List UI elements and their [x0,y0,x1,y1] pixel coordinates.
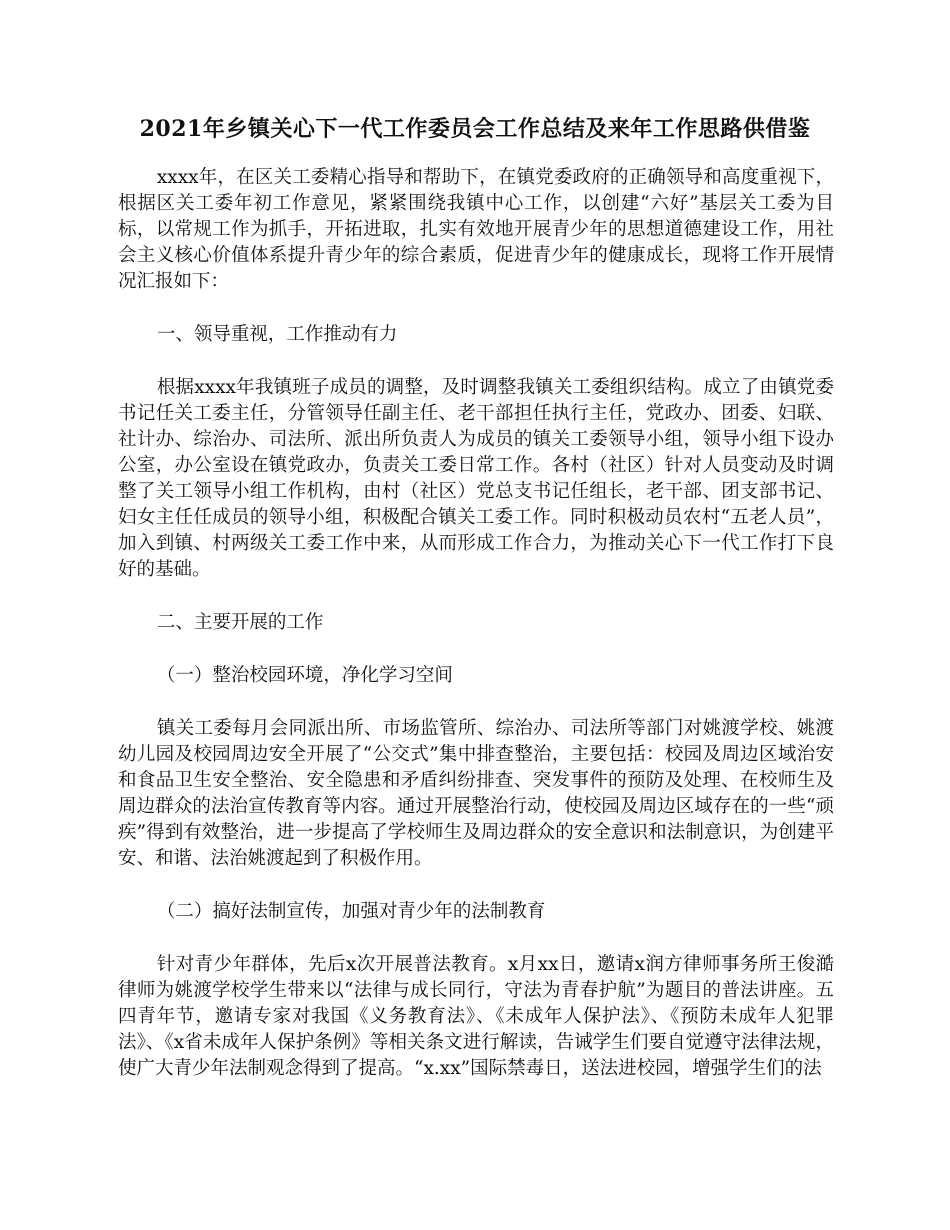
section2-heading: 二、主要开展的工作 [156,612,324,633]
intro-paragraph: xxxx年，在区关工委精心指导和帮助下，在镇党委政府的正确领导和高度重视下，根据区关工委年初工作意见，紧紧围绕我镇中心工作，以创建“六好”基层关工委为目标，以常规工作为抓手，开拓进取，扎实有效地开展青少年的思想道德建设工作，用社会主义核心价值体系提升青少年的综合素质，促进青少年的健康成长，现将工作开展情况汇报如下： [118,167,834,292]
section1-heading: 一、领导重视，工作推动有力 [156,324,398,345]
document-body [118,165,834,1082]
subsection2-paragraph: 针对青少年群体，先后x次开展普法教育。x月xx日，邀请x润方律师事务所王俊澔律师为姚渡学校学生带来以“法律与成长同行，守法为青春护航”为题目的普法讲座。五四青年节，邀请专家对我国《义务教育法》、《未成年人保护法》、《预防未成年人犯罪法》、《x省未成年人保护条例》等相关条文进行解读，告诫学生们要自觉遵守法律法规，使广大青少年法制观念得到了提高。“x.xx”国际禁毒日，送法进校园，增强学生们的法 [118,954,834,1079]
subsection1-paragraph: 镇关工委每月会同派出所、市场监管所、综治办、司法所等部门对姚渡学校、姚渡幼儿园及校园周边安全开展了“公交式”集中排查整治，主要包括：校园及周边区域治安和食品卫生安全整治、安全隐患和矛盾纠纷排查、突发事件的预防及处理、在校师生及周边群众的法治宣传教育等内容。通过开展整治行动，使校园及周边区域存在的一些“顽疾”得到有效整治，进一步提高了学校师生及周边群众的安全意识和法制意识，为创建平安、和谐、法治姚渡起到了积极作用。 [118,718,834,869]
section1-paragraph: 根据xxxx年我镇班子成员的调整，及时调整我镇关工委组织结构。成立了由镇党委书记任关工委主任，分管领导任副主任、老干部担任执行主任，党政办、团委、妇联、社计办、综治办、司法所、派出所负责人为成员的镇关工委领导小组，领导小组下设办公室，办公室设在镇党政办，负责关工委日常工作。各村（社区）针对人员变动及时调整了关工领导小组工作机构，由村（社区）党总支书记任组长，老干部、团支部书记、妇女主任任成员的领导小组，积极配合镇关工委工作。同时积极动员农村“五老人员”，加入到镇、村两级关工委工作中来，从而形成工作合力，为推动关心下一代工作打下良好的基础。 [118,377,834,580]
subsection2-heading: （二）搞好法制宣传，加强对青少年的法制教育 [156,901,546,922]
subsection1-heading: （一）整治校园环境，净化学习空间 [156,665,453,686]
document-title: 2021年乡镇关心下一代工作委员会工作总结及来年工作思路供借鉴 [139,116,811,142]
